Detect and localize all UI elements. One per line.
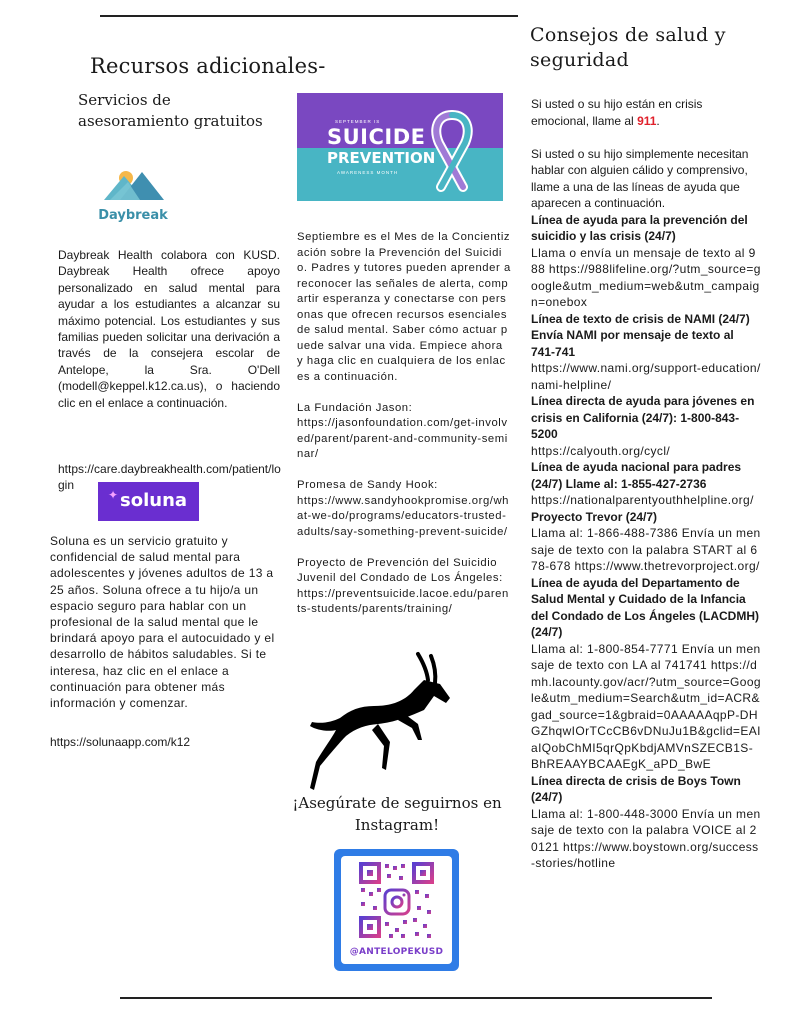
soluna-link[interactable]: https://solunaapp.com/k12 [50, 735, 191, 749]
helpline-details[interactable]: Llama o envía un mensaje de texto al 988 https://988lifeline.org/?utm_source=google&utm_medium=web&utm_campaign=onebox [531, 245, 761, 309]
helpline-details[interactable]: https://calyouth.org/cycl/ [531, 443, 671, 458]
instagram-handle: @ANTELOPEKUSD [349, 947, 444, 957]
suicide-prevention-text [297, 230, 512, 618]
sparkle-icon: ✦ [108, 488, 119, 502]
crisis-notice-end: . [656, 113, 660, 128]
daybreak-description: Daybreak Health colabora con KUSD. Daybreak Health ofrece apoyo personalizado en salud mental para ayudar a los estudiantes a alcanzar su máximo potencial. Los estudiantes y sus familias pueden solicitar una derivación a través de la consejera escolar de Antelope, la Sra. O'Dell (modell@keppel.k12.ca.us), o haciendo clic en el enlace a continuación. [58, 248, 280, 410]
soluna-logo[interactable] [98, 482, 199, 521]
helpline-heading: Línea de ayuda nacional para padres (24/7) Llame al: 1-855-427-2736 [531, 460, 742, 491]
helpline-details[interactable]: https://nationalparentyouthhelpline.org/ [531, 493, 754, 507]
helpline-details[interactable]: Llama al: 1-866-488-7386 Envía un mensaje de texto con la palabra START al 678-678 https://www.thetrevorproject.org/ [531, 526, 761, 573]
emergency-number: 911 [637, 113, 657, 128]
helpline-details[interactable]: Llama al: 1-800-854-7771 Envía un mensaje de texto con LA al 741741 https://dmh.lacounty.gov/acr/?utm_source=Google&utm_medium=Search&utm_id=ACR&gad_source=1&gbraid=0AAAAAqpP-DHGZhqwIOrTCcCB6vDNuJu1B&gclid=EAIaIQobChMI5qrQpKbdjAMVnSZECB1S-BhREAAYBCAAEgK_aPD_BwE [531, 641, 761, 771]
banner-line-2: PREVENTION [327, 149, 436, 167]
services-title: Servicios de asesoramiento gratuitos [78, 91, 263, 130]
suicide-prevention-banner [297, 93, 503, 201]
bottom-divider [120, 997, 712, 999]
helpline-heading: Proyecto Trevor (24/7) [531, 509, 658, 524]
helpline-heading: Línea directa de ayuda para jóvenes en crisis en California (24/7): 1-800-843-5200 [531, 394, 755, 441]
daybreak-link[interactable]: https://care.daybreakhealth.com/patient/login [58, 462, 281, 492]
banner-line-1: SUICIDE [327, 125, 426, 149]
resource-name: La Fundación Jason: [297, 401, 413, 414]
instagram-qr-code[interactable] [334, 849, 459, 971]
resource-name: Proyecto de Prevención del Suicidio Juvenil del Condado de Los Ángeles: [297, 556, 503, 584]
daybreak-mountain-icon [98, 160, 168, 210]
helpline-heading: Línea de ayuda para la prevención del suicidio y las crisis (24/7) [531, 212, 748, 243]
section-title: Recursos adicionales- [90, 54, 326, 78]
suicide-prevention-intro: Septiembre es el Mes de la Concientización sobre la Prevención del Suicidio. Padres y tutores pueden aprender a reconocer las señales de alerta, compartir esperanza y conectarse con personas que ofrecen recursos esenciales de salud mental. Saber cómo actuar puede salvar una vida. Empiece ahora y haga clic en cualquiera de los enlaces a continuación. [297, 231, 511, 383]
helplines-column [531, 96, 761, 872]
qr-code-icon [341, 856, 452, 946]
helpline-heading: Línea de texto de crisis de NAMI (24/7) Envía NAMI por mensaje de texto al 741-741 [531, 311, 750, 359]
tips-title: Consejos de salud y seguridad [530, 24, 726, 71]
resource-link[interactable]: https://jasonfoundation.com/get-involved/parent/parent-and-community-seminar/ [297, 417, 508, 460]
helpline-heading: Línea directa de crisis de Boys Town (24/7) [531, 773, 741, 804]
daybreak-logo[interactable] [98, 160, 168, 230]
crisis-notice-text: Si usted o su hijo están en crisis emocional, llame al [531, 97, 703, 128]
banner-small-text-2: AWARENESS MONTH [337, 170, 399, 175]
top-divider [100, 15, 518, 17]
resource-name: Promesa de Sandy Hook: [297, 479, 438, 491]
helpline-heading: Línea de ayuda del Departamento de Salud Mental y Cuidado de la Infancia del Condado de Los Ángeles (LACDMH) (24/7) [531, 575, 759, 639]
awareness-ribbon-icon [417, 107, 487, 197]
soluna-wordmark: soluna [120, 490, 188, 511]
talk-intro: Si usted o su hijo simplemente necesitan hablar con alguien cálido y comprensivo, llame a una de las líneas de ayuda que aparecen a continuación. [531, 146, 749, 210]
daybreak-wordmark: Daybreak [98, 208, 168, 223]
resource-link[interactable]: https://preventsuicide.lacoe.edu/parents-students/parents/training/ [297, 587, 509, 615]
banner-small-text: SEPTEMBER IS [335, 119, 381, 124]
helpline-details[interactable]: Llama al: 1-800-448-3000 Envía un mensaje de texto con la palabra VOICE al 20121 https://www.boystown.org/success-stories/hotline [531, 806, 761, 870]
crisis-notice [531, 96, 761, 129]
resource-link[interactable]: https://www.sandyhookpromise.org/what-we-do/programs/educators-trusted-adults/say-something-prevent-suicide/ [297, 494, 510, 538]
antelope-mascot-icon [306, 650, 456, 790]
instagram-cta: ¡Asegúrate de seguirnos en Instagram! [292, 794, 502, 834]
helpline-details[interactable]: https://www.nami.org/support-education/nami-helpline/ [531, 361, 761, 392]
soluna-description: Soluna es un servicio gratuito y confidencial de salud mental para adolescentes y jóvenes adultos de 13 a 25 años. Soluna ofrece a tu hijo/a un espacio seguro para hablar con un profesional de la salud mental que le brindará apoyo para el autocuidado y el desarrollo de hábitos saludables. Si te interesa, haz clic en el enlace a continuación para obtener más información y comenzar. [50, 534, 275, 711]
